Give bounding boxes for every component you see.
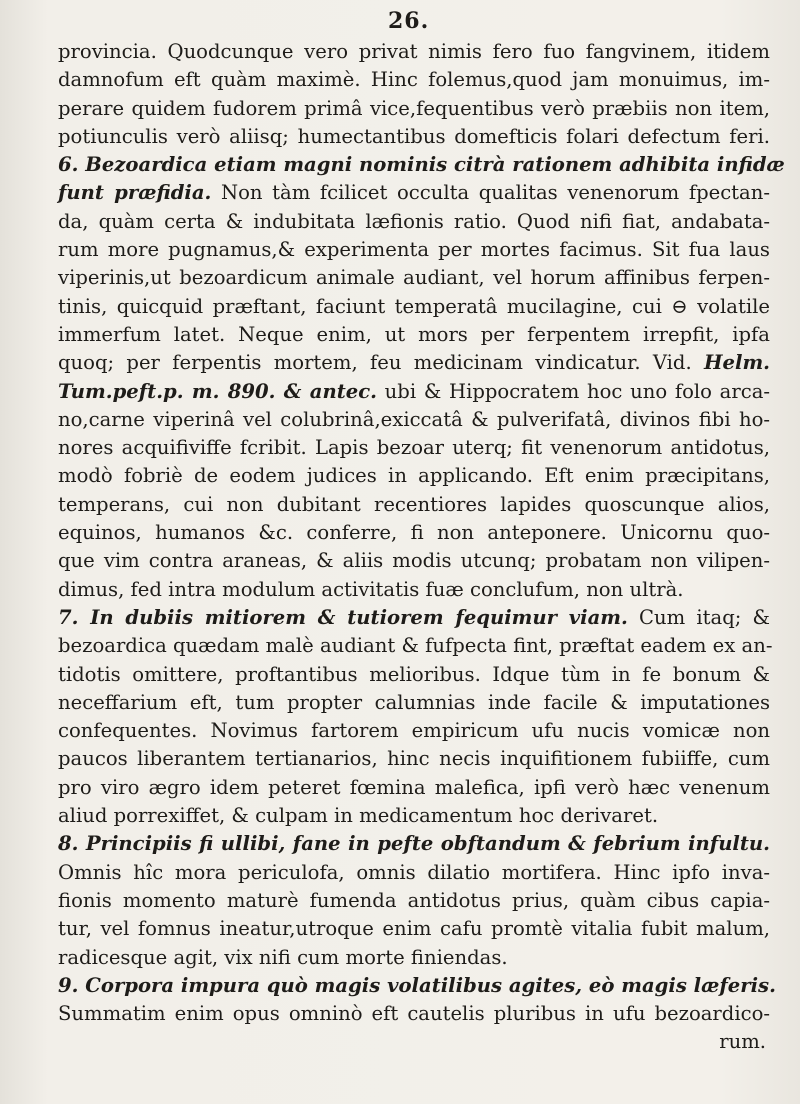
text-line [58,123,770,151]
roman-text: fionis momento maturè fumenda antidotus prius, quàm cibus capia- [58,888,770,912]
italic-text: Tum.peft.p. m. 890. & antec. [58,379,377,403]
text-line [58,802,770,830]
roman-text: pro viro ægro idem peteret fœmina malefica, ipfi verò hæc venenum [58,775,770,799]
roman-text: quoq; per ferpentis mortem, feu medicinam vindicatur. Vid. [58,351,705,375]
text-line [58,38,770,66]
text-line [58,321,770,349]
roman-text: potiunculis verò aliisq; humectantibus domefticis folari defectum feri. [58,124,770,148]
text-line [58,1000,770,1028]
italic-text: 9. Corpora impura quò magis volatilibus agites, eò magis læferis. [58,973,776,997]
roman-text: modò fobriè de eodem judices in applicando. Eft enim præcipitans, [58,464,770,488]
roman-text: aliud porrexiffet, & culpam in medicamentum hoc derivaret. [58,804,659,828]
text-line [58,944,770,972]
roman-text: que vim contra araneas, & aliis modis utcunq; probatam non vilipen- [58,549,770,573]
roman-text: rum. [719,1030,766,1054]
roman-text: equinos, humanos &c. conferre, fi non anteponere. Unicornu quo- [58,521,770,545]
text-line [58,236,770,264]
text-line [58,179,770,207]
roman-text: viperinis,ut bezoardicum animale audiant, vel horum affinibus ferpen- [58,266,770,290]
italic-text: 7. In dubiis mitiorem & tutiorem fequimur viam. [58,605,628,629]
text-line [58,547,770,575]
roman-text: no,carne viperinâ vel colubrinâ,exiccatâ & pulverifatâ, divinos fibi ho- [58,407,770,431]
text-line [58,915,770,943]
roman-text: damnofum eft quàm maximè. Hinc folemus,quod jam monuimus, im- [58,68,770,92]
text-line [58,95,770,123]
text-line [58,151,785,179]
text-line [58,887,770,915]
text-line [58,349,770,377]
roman-text: Cum itaq; & [627,605,770,629]
roman-text: tidotis omittere, proftantibus melioribus. Idque tùm in fe bonum & [58,662,770,686]
roman-text: immerfum latet. Neque enim, ut mors per ferpentem irrepfit, ipfa [58,322,770,346]
italic-text: 8. Principiis fi ullibi, fane in pefte obftandum & febrium infultu. [58,832,770,856]
roman-text: da, quàm certa & indubitata læfionis ratio. Quod nifi fiat, andabata- [58,209,770,233]
roman-text: Non tàm fcilicet occulta qualitas venenorum fpectan- [211,181,770,205]
text-line [58,774,770,802]
text-line [58,576,770,604]
text-line [58,717,770,745]
text-line [58,66,770,94]
text-line [58,491,770,519]
page-number: 26. [388,8,430,34]
text-line [58,378,770,406]
text-line [58,264,770,292]
text-line [58,406,770,434]
roman-text: confequentes. Novimus fartorem empiricum ufu nucis vomicæ non [58,719,770,743]
text-line [58,745,770,773]
text-line [58,462,770,490]
text-line [58,208,770,236]
text-line [58,972,776,1000]
roman-text: neceffarium eft, tum propter calumnias inde facile & imputationes [58,690,770,714]
italic-text: Helm. [704,351,770,375]
roman-text: Omnis hîc mora periculofa, omnis dilatio mortifera. Hinc ipfo inva- [58,860,770,884]
roman-text: temperans, cui non dubitant recentiores lapides quoscunque alios, [58,492,770,516]
text-line [58,859,770,887]
text-line [58,293,770,321]
roman-text: perare quidem fudorem primâ vice,fequentibus verò præbiis non item, [58,96,770,120]
roman-text: bezoardica quædam malè audiant & fufpecta fint, præftat eadem ex an- [58,634,773,658]
body-text [58,38,785,1057]
text-line [58,661,770,689]
text-line [58,434,770,462]
italic-text: funt præfidia. [58,181,212,205]
roman-text: Summatim enim opus omninò eft cautelis pluribus in ufu bezoardico- [58,1002,770,1026]
roman-text: provincia. Quodcunque vero privat nimis fero fuo fangvinem, itidem [58,40,770,63]
roman-text: tinis, quicquid præftant, faciunt temperatâ mucilagine, cui ⊖ volatile [58,294,770,318]
roman-text: paucos liberantem tertianarios, hinc necis inquifitionem fubiiffe, cum [58,747,770,771]
text-line [58,604,770,632]
roman-text: tur, vel fomnus ineatur,utroque enim cafu promtè vitalia fubit malum, [58,917,770,941]
roman-text: ubi & Hippocratem hoc uno folo arca- [376,379,770,403]
roman-text: dimus, fed intra modulum activitatis fuæ conclufum, non ultrà. [58,577,684,601]
roman-text: rum more pugnamus,& experimenta per mortes facimus. Sit fua laus [58,238,770,262]
text-line [58,1028,770,1056]
text-line [58,830,770,858]
italic-text: 6. Bezoardica etiam magni nominis citrà rationem adhibita infidæ [58,153,785,177]
roman-text: radicesque agit, vix nifi cum morte finiendas. [58,945,508,969]
text-line [58,632,773,660]
text-line [58,689,770,717]
roman-text: nores acquifiviffe fcribit. Lapis bezoar uterq; fit venenorum antidotus, [58,436,770,460]
text-line [58,519,770,547]
